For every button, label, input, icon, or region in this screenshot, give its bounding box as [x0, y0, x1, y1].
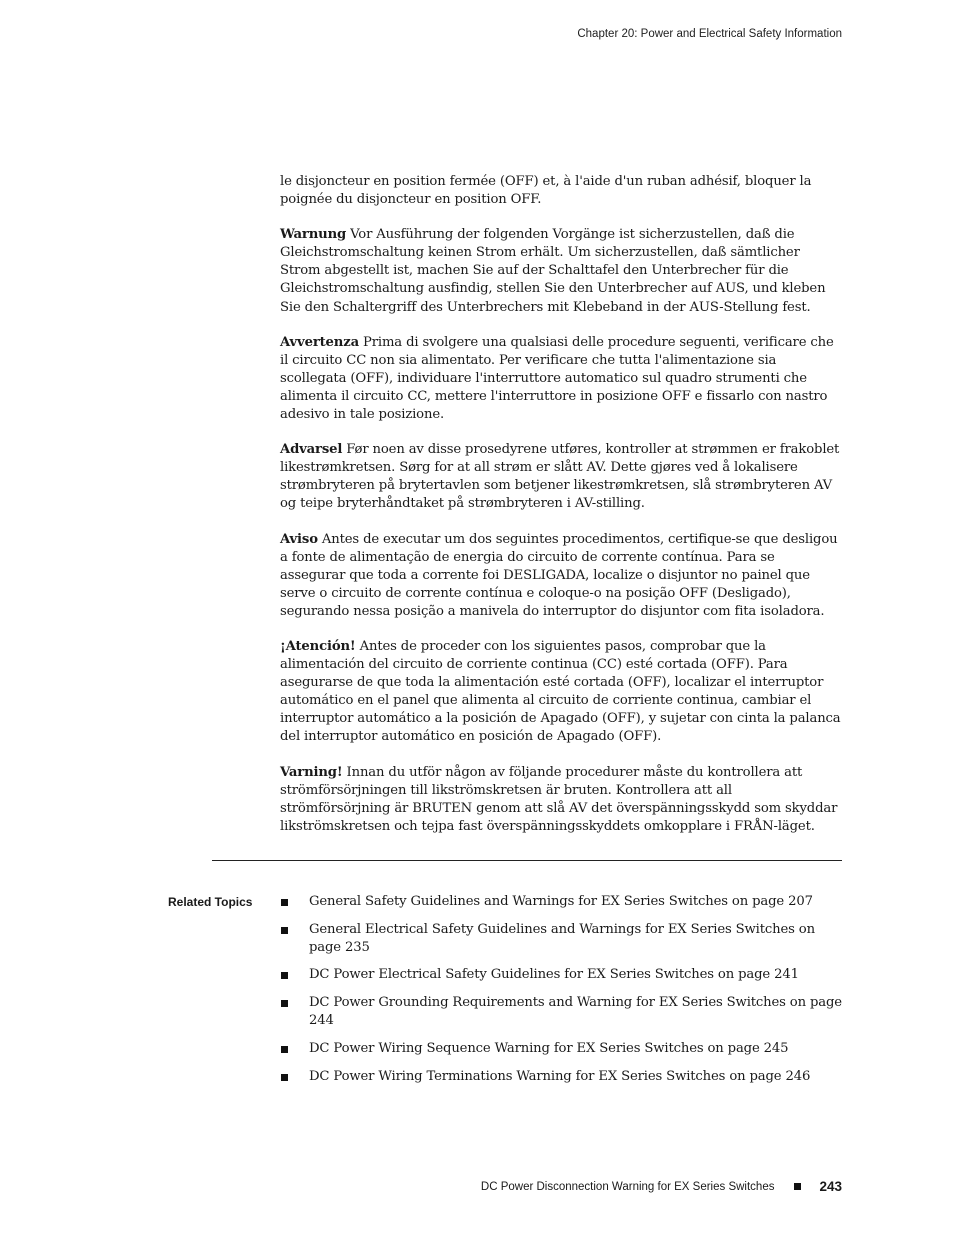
related-topic-text: DC Power Electrical Safety Guidelines for EX Series Switches on page 241 [309, 967, 799, 983]
footer-section-title: DC Power Disconnection Warning for EX Series Switches [480, 1180, 775, 1193]
related-topic-link[interactable] [280, 966, 842, 984]
paragraph-text: Prima di svolgere una qualsiasi delle procedure seguenti, verificare che il circuito CC non sia alimentato. Per verificare che tutta l'alimentazione sia scollegata (OFF), individuare l'interruttore automatico sul quadro strumenti che alimenta il circuito CC, mettere l'interruttore in posizione OFF e fissarlo con nastro adesivo in tale posizione. [280, 334, 834, 423]
page-number: 243 [819, 1179, 842, 1194]
paragraph-french-continuation [280, 173, 843, 209]
related-topics-list [280, 893, 842, 1095]
related-topic-text: DC Power Wiring Terminations Warning for EX Series Switches on page 246 [309, 1068, 811, 1084]
bullet-icon [281, 927, 288, 934]
warning-label: Avvertenza [280, 334, 359, 350]
related-topic-link[interactable] [280, 1040, 842, 1058]
paragraph-italian-warning [280, 334, 843, 424]
related-topic-text: General Safety Guidelines and Warnings for EX Series Switches on page 207 [309, 894, 813, 909]
related-topic-link[interactable] [280, 921, 842, 957]
warning-label: ¡Atención! [280, 638, 356, 654]
paragraph-text: Innan du utför någon av följande procedurer måste du kontrollera att strömförsörjningen till likströmskretsen är bruten. Kontrollera att all strömförsörjning är BRUTEN genom att slå AV det överspänningsskydd som skyddar likströmskretsen och tejpa fast överspänningsskyddets omkopplare i FRÅN-läget. [280, 764, 838, 834]
paragraph-german-warning [280, 226, 843, 316]
related-topic-link[interactable] [280, 893, 842, 911]
paragraph-text: Antes de executar um dos seguintes procedimentos, certifique-se que desligou a fonte de alimentação de energia do circuito de corrente contínua. Para se assegurar que toda a corrente foi DESLIGADA, localize o disjuntor no painel que serve o circuito de corrente contínua e coloque-o na posição OFF (Desligado), segurando nessa posição a manivela do interruptor do disjuntor com fita isoladora. [280, 531, 838, 619]
bullet-icon [281, 899, 288, 906]
paragraph-text: Vor Ausführung der folgenden Vorgänge ist sicherzustellen, daß die Gleichstromschaltung keinen Strom erhält. Um sicherzustellen, daß sämtlicher Strom abgestellt ist, machen Sie auf der Schalttafel den Unterbrecher für die Gleichstromschaltung ausfindig, stellen Sie den Unterbrecher auf AUS, und kleben Sie den Schaltergriff des Unterbrechers mit Klebeband in der AUS-Stellung fest. [280, 227, 826, 315]
bullet-icon [281, 1046, 288, 1053]
warning-label: Warnung [280, 227, 347, 243]
bullet-icon [281, 1000, 288, 1007]
paragraph-text: Før noen av disse prosedyrene utføres, kontroller at strømmen er frakoblet likestrømkretsen. Sørg for at all strøm er slått AV. Dette gjøres ved å lokalisere strømbryteren på brytertavlen som betjener likestrømkretsen, slå strømbryteren AV og teipe bryterhåndtaket på strømbryteren i AV-stilling. [280, 442, 840, 512]
section-divider [212, 860, 842, 861]
bullet-icon [281, 972, 288, 979]
warning-label: Varning! [280, 764, 343, 780]
paragraph-swedish-warning [280, 764, 843, 836]
related-topic-text: General Electrical Safety Guidelines and Warnings for EX Series Switches on page 235 [309, 921, 815, 955]
related-topic-text: DC Power Wiring Sequence Warning for EX Series Switches on page 245 [309, 1040, 789, 1056]
warning-label: Aviso [280, 531, 318, 547]
paragraph-spanish-warning [280, 638, 843, 747]
running-header: Chapter 20: Power and Electrical Safety Information [577, 28, 842, 40]
body-text [280, 173, 843, 853]
paragraph-text: le disjoncteur en position fermée (OFF) et, à l'aide d'un ruban adhésif, bloquer la poignée du disjoncteur en position OFF. [280, 174, 812, 208]
footer-separator-icon [794, 1183, 801, 1190]
paragraph-norwegian-warning [280, 441, 843, 513]
bullet-icon [281, 1074, 288, 1081]
page-footer [481, 1179, 842, 1194]
paragraph-portuguese-warning [280, 531, 843, 621]
related-topic-link[interactable] [280, 994, 842, 1030]
related-topics-heading: Related Topics [168, 895, 253, 909]
warning-label: Advarsel [280, 442, 343, 458]
related-topic-link[interactable] [280, 1068, 842, 1086]
paragraph-text: Antes de proceder con los siguientes pasos, comprobar que la alimentación del circuito de corriente continua (CC) esté cortada (OFF). Para asegurarse de que toda la alimentación esté cortada (OFF), localizar el interruptor automático en el panel que alimenta al circuito de corriente continua, cambiar el interruptor automático a la posición de Apagado (OFF), y sujetar con cinta la palanca del interruptor automático en posición de Apagado (OFF). [280, 638, 841, 745]
related-topic-text: DC Power Grounding Requirements and Warning for EX Series Switches on page 244 [309, 995, 842, 1029]
